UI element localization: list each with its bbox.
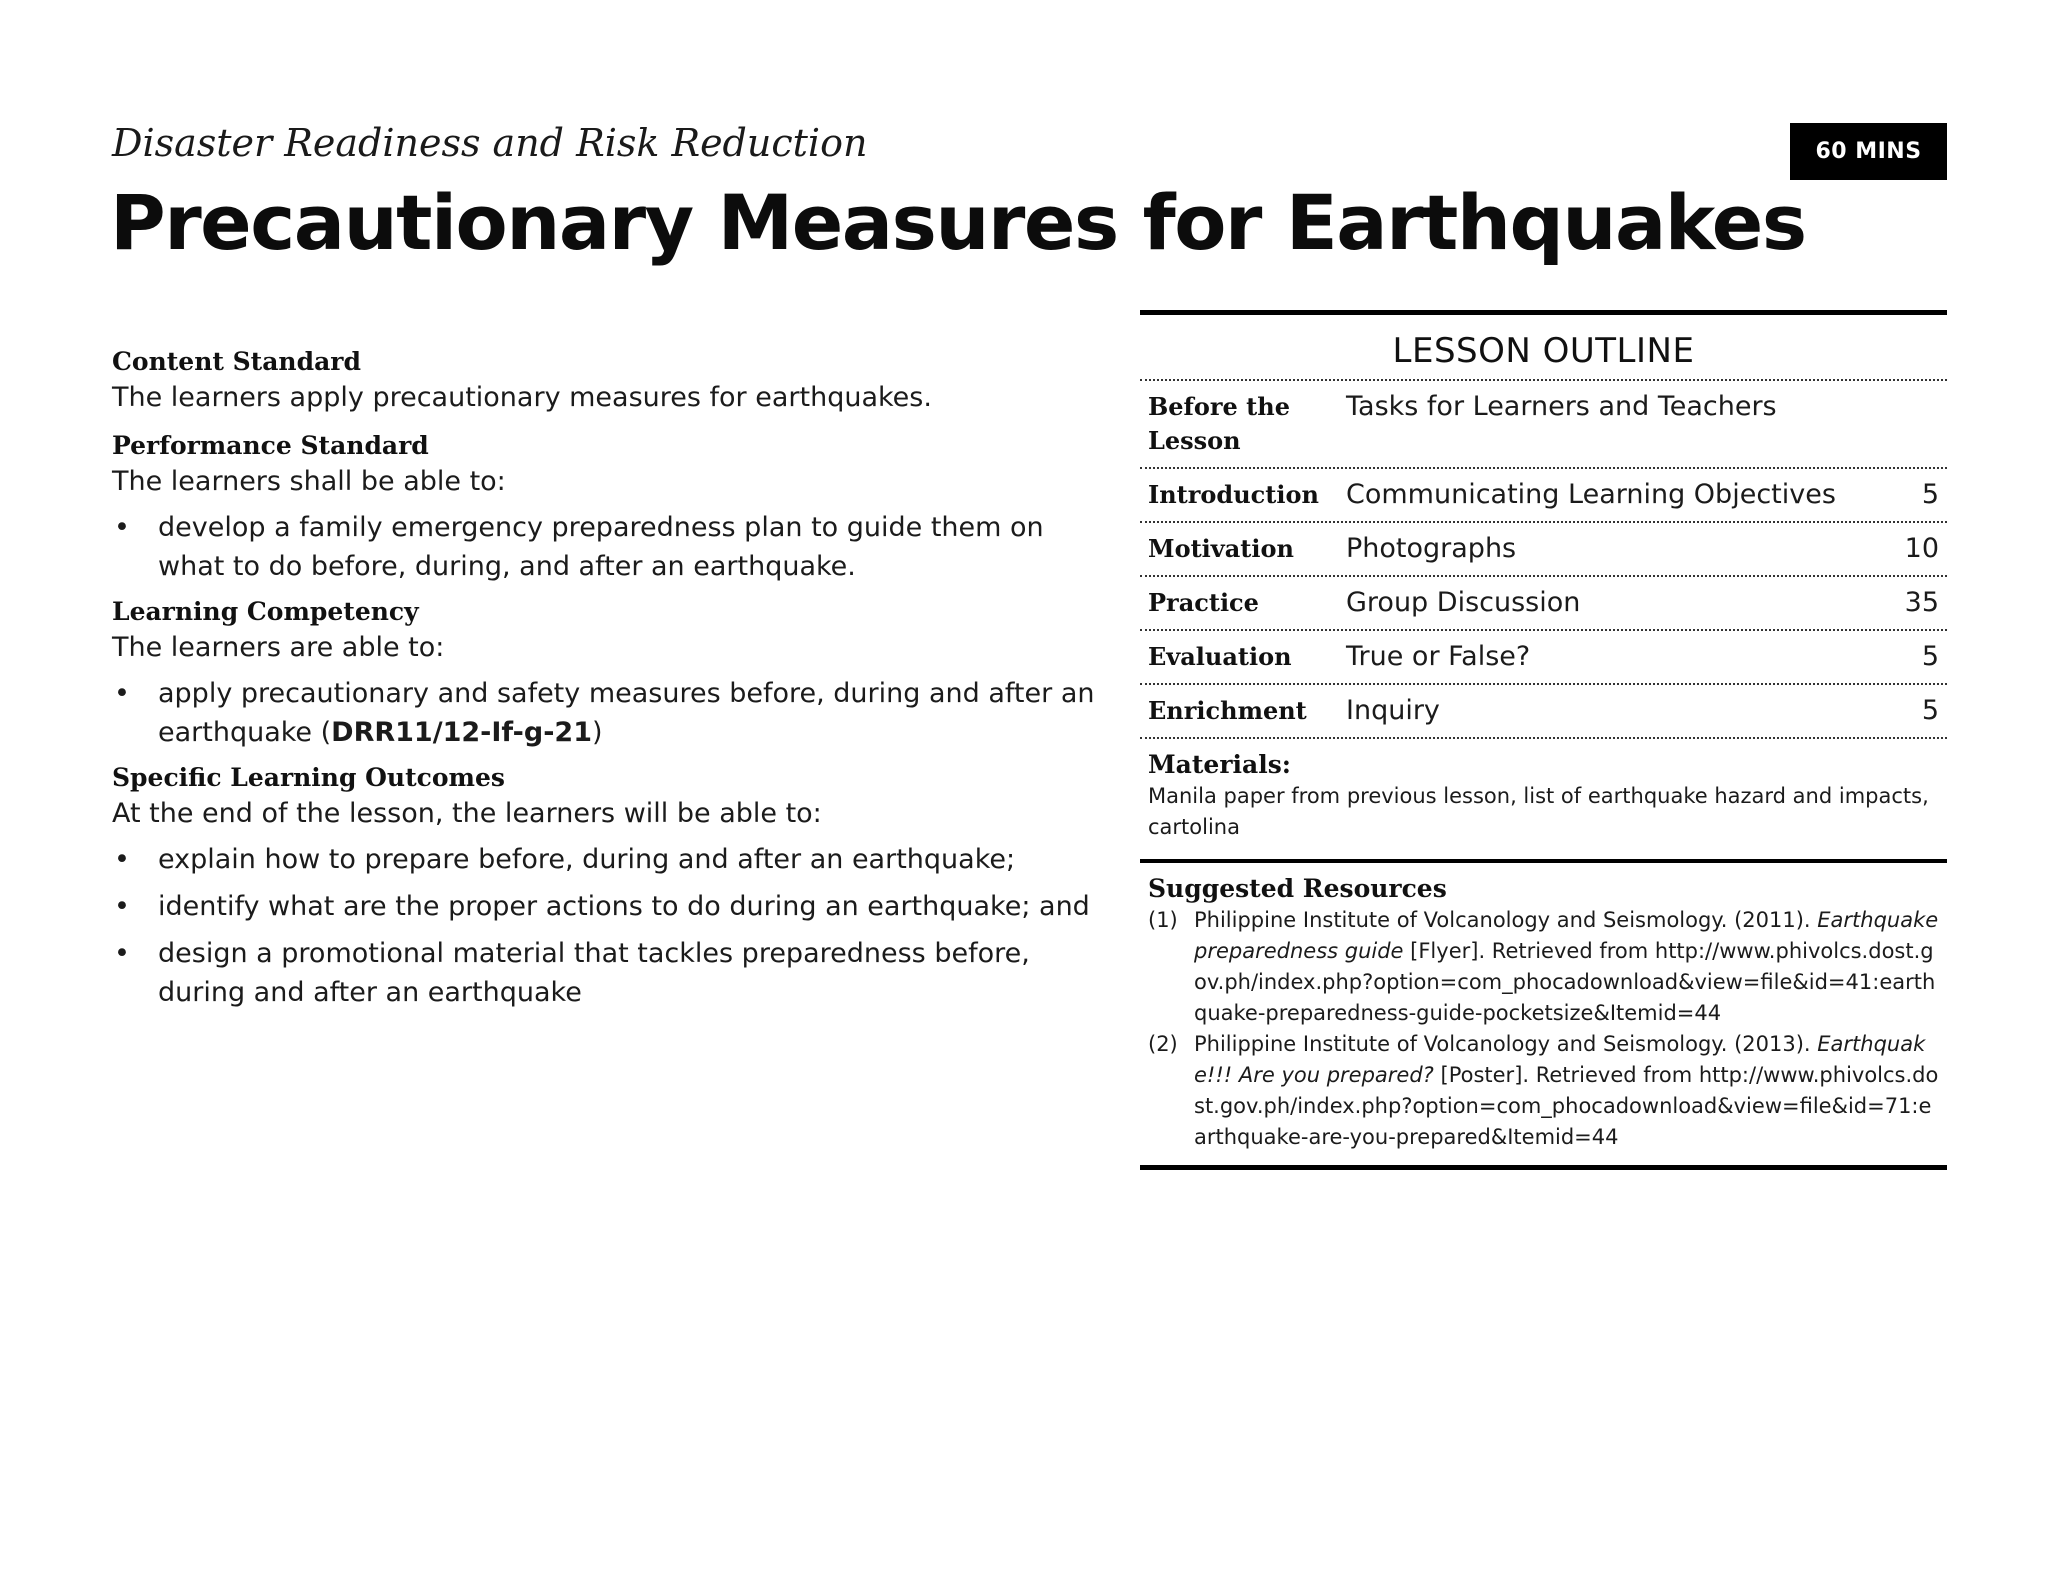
- resource-title: Earthquake!!! Are you prepared?: [1194, 1032, 1926, 1087]
- duration-badge: 60 MINS: [1790, 123, 1947, 180]
- outline-row: [1140, 469, 1947, 521]
- bullet-icon: •: [114, 512, 130, 543]
- outline-row-label: Evaluation: [1148, 642, 1292, 671]
- outline-row-minutes: 35: [1904, 587, 1939, 618]
- performance-standard-list: [112, 508, 1112, 586]
- resource-link[interactable]: [Flyer]. Retrieved from http://www.phivolcs.dost.gov.ph/index.php?option=com_phocadownload&view=file&id=41:earthquake-preparedness-guide-pocketsize&Itemid=44: [1194, 939, 1936, 1025]
- resource-item: [1148, 1029, 1939, 1153]
- list-item-text: design a promotional material that tackles preparedness before, during and after an earthquake: [158, 938, 1030, 1008]
- outline-row-activity: Communicating Learning Objectives: [1346, 479, 1836, 510]
- outline-row: [1140, 381, 1947, 467]
- page-title: Precautionary Measures for Earthquakes: [110, 178, 1806, 267]
- outline-row: [1140, 523, 1947, 575]
- learning-competency-intro: The learners are able to:: [112, 632, 445, 663]
- list-item: [112, 887, 1112, 926]
- bottom-rule: [1140, 1165, 1947, 1170]
- list-item-text: develop a family emergency preparedness plan to guide them on what to do before, during, and after an earthquake.: [158, 512, 1044, 582]
- outline-row: [1140, 685, 1947, 737]
- learning-competency-list: [112, 674, 1112, 752]
- outline-row-minutes: 10: [1904, 533, 1939, 564]
- list-item-text: explain how to prepare before, during and after an earthquake;: [158, 844, 1016, 875]
- resource-title: Earthquake preparedness guide: [1194, 908, 1939, 963]
- materials-section: [1140, 739, 1947, 851]
- list-item-text: identify what are the proper actions to do during an earthquake; and: [158, 891, 1090, 922]
- outline-row-label: Practice: [1148, 588, 1259, 617]
- list-item-close: ): [592, 717, 603, 748]
- outline-row: [1140, 577, 1947, 629]
- materials-text: Manila paper from previous lesson, list of earthquake hazard and impacts, cartolina: [1148, 784, 1929, 839]
- lesson-outline-panel: [1140, 310, 1947, 1170]
- outline-row-activity: True or False?: [1346, 641, 1531, 672]
- subject-title: Disaster Readiness and Risk Reduction: [112, 121, 868, 165]
- outline-row-minutes: 5: [1921, 641, 1939, 672]
- list-item: [112, 840, 1112, 879]
- resource-text: Philippine Institute of Volcanology and Seismology. (2013).: [1194, 1032, 1818, 1056]
- resource-item: [1148, 905, 1939, 1029]
- outline-row-label: Enrichment: [1148, 696, 1307, 725]
- content-standard-heading: Content Standard: [112, 347, 361, 376]
- resource-text: Philippine Institute of Volcanology and Seismology. (2011).: [1194, 908, 1818, 932]
- bullet-icon: •: [114, 678, 130, 709]
- resource-number: (2): [1148, 1032, 1178, 1056]
- resource-link[interactable]: [Poster]. Retrieved from http://www.phivolcs.dost.gov.ph/index.php?option=com_phocadownload&view=file&id=71:earthquake-are-you-prepared&Itemid=44: [1194, 1063, 1939, 1149]
- outline-row-minutes: 5: [1921, 695, 1939, 726]
- resources-heading: Suggested Resources: [1148, 874, 1447, 903]
- outcomes-intro: At the end of the lesson, the learners will be able to:: [112, 798, 822, 829]
- bullet-icon: •: [114, 844, 130, 875]
- outcomes-list: [112, 840, 1112, 1012]
- outline-row-minutes: 5: [1921, 479, 1939, 510]
- outline-row-activity: Photographs: [1346, 533, 1517, 564]
- outline-row-activity: Group Discussion: [1346, 587, 1581, 618]
- content-standard-text: The learners apply precautionary measures for earthquakes.: [112, 382, 932, 413]
- learning-competency-heading: Learning Competency: [112, 597, 419, 626]
- list-item: [112, 508, 1112, 586]
- performance-standard-intro: The learners shall be able to:: [112, 466, 506, 497]
- outline-row-activity: Tasks for Learners and Teachers: [1346, 391, 1777, 422]
- list-item: [112, 934, 1112, 1012]
- outline-row-label: Introduction: [1148, 480, 1319, 509]
- outcomes-heading: Specific Learning Outcomes: [112, 763, 505, 792]
- bullet-icon: •: [114, 891, 130, 922]
- outline-row-label: Motivation: [1148, 534, 1294, 563]
- list-item: [112, 674, 1112, 752]
- outline-row-label: Before the Lesson: [1148, 392, 1290, 455]
- performance-standard-heading: Performance Standard: [112, 431, 429, 460]
- bullet-icon: •: [114, 938, 130, 969]
- standards-column: [112, 344, 1112, 1020]
- list-item-text: apply precautionary and safety measures before, during and after an earthquake (: [158, 678, 1095, 748]
- competency-code: DRR11/12-If-g-21: [331, 717, 592, 748]
- lesson-outline-heading: LESSON OUTLINE: [1392, 331, 1695, 371]
- resources-section: [1140, 863, 1947, 1159]
- outline-row-activity: Inquiry: [1346, 695, 1440, 726]
- outline-row: [1140, 631, 1947, 683]
- resource-number: (1): [1148, 908, 1178, 932]
- materials-heading: Materials:: [1148, 750, 1291, 779]
